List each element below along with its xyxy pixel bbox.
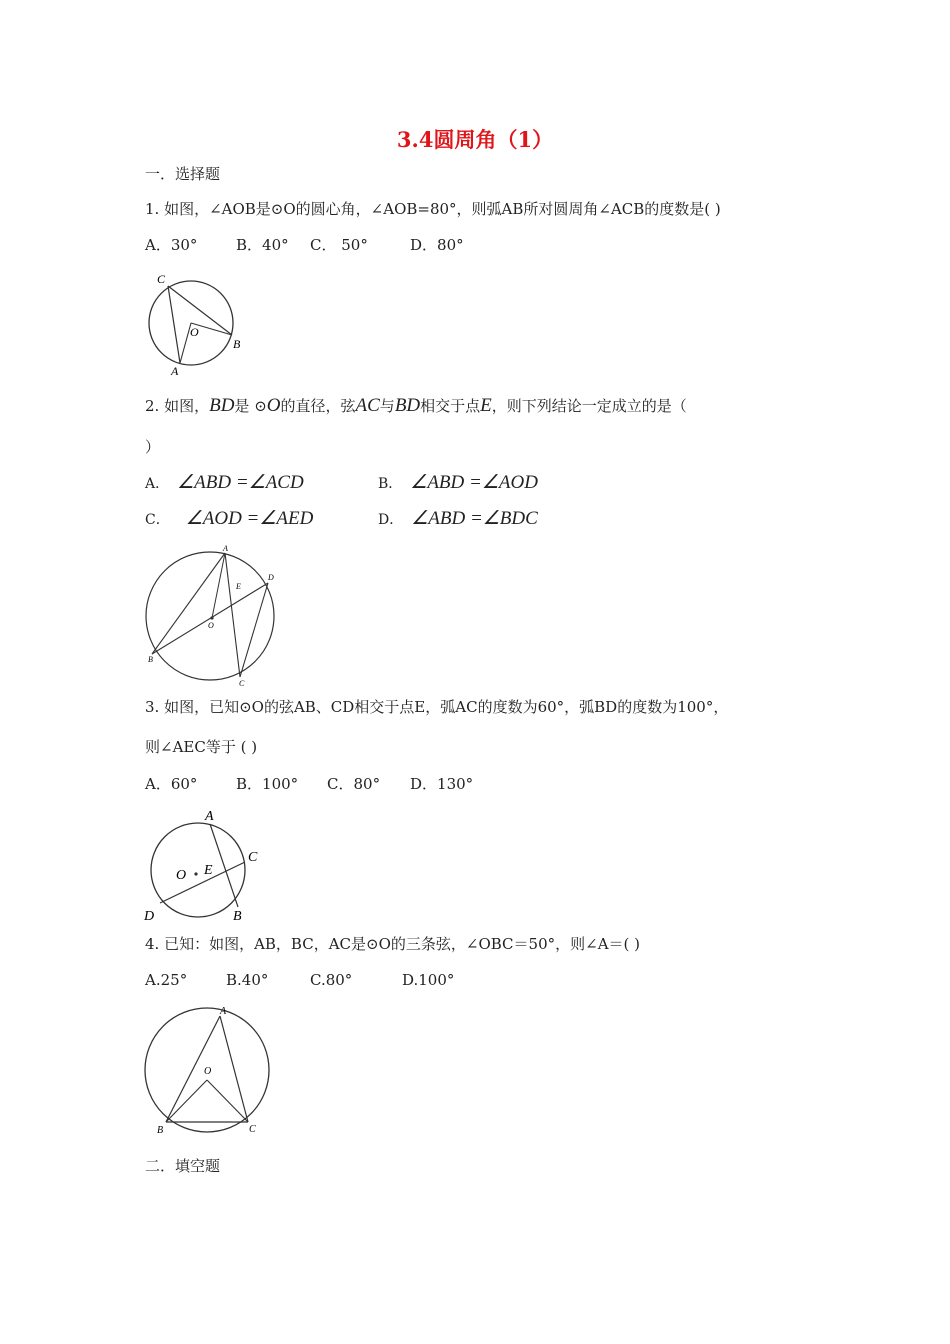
q2-option-c: C． ∠AOD =∠AED xyxy=(145,508,314,529)
q2-label-o: O xyxy=(208,621,214,630)
q2-label-c: C xyxy=(239,679,245,688)
q2-label-a: A xyxy=(223,544,228,553)
q2-stem: 2. 如图，BD是 ⊙O的直径，弦AC与BD相交于点E，则下列结论一定成立的是（ xyxy=(145,395,687,416)
section-heading-fill: 二．填空题 xyxy=(145,1157,221,1175)
q2-option-b: B． ∠ABD =∠AOD xyxy=(378,472,538,493)
q2-option-d: D． ∠ABD =∠BDC xyxy=(378,508,538,529)
q4-option-b: B.40° xyxy=(226,971,269,989)
q1-option-a: A．30° xyxy=(145,236,198,254)
q4-option-a: A.25° xyxy=(145,971,188,989)
q4-figure xyxy=(140,1002,275,1140)
q3-figure xyxy=(140,804,270,924)
q2-label-e: E xyxy=(236,582,241,591)
page-title: 3.4圆周角（1） xyxy=(396,127,554,152)
q3-stem: 3. 如图，已知⊙O的弦AB、CD相交于点E，弧AC的度数为60°，弧BD的度数为100°， xyxy=(145,698,729,716)
q3-label-o: O xyxy=(176,868,187,883)
q3-label-c: C xyxy=(248,850,258,865)
q2-stem-close: ） xyxy=(145,438,161,456)
q4-option-d: D.100° xyxy=(402,971,455,989)
q1-label-b: B xyxy=(233,337,241,351)
q2-label-d: D xyxy=(268,573,274,582)
q1-option-b: B．40° xyxy=(236,236,289,254)
q3-label-a: A xyxy=(205,809,214,824)
q3-label-b: B xyxy=(233,909,242,924)
q1-stem: 1. 如图，∠AOB是⊙O的圆心角，∠AOB=80°，则弧AB所对圆周角∠ACB的度数是( ) xyxy=(145,200,721,218)
q3-option-c: C．80° xyxy=(327,775,381,793)
q1-label-o: O xyxy=(190,325,199,339)
q1-label-a: A xyxy=(171,364,179,378)
q3-option-d: D．130° xyxy=(410,775,474,793)
q3-stem-line2: 则∠AEC等于 ( ) xyxy=(145,738,258,756)
q1-label-c: C xyxy=(157,272,166,286)
q3-label-d: D xyxy=(144,909,155,924)
q4-label-c: C xyxy=(249,1124,256,1135)
q4-stem: 4. 已知：如图，AB，BC，AC是⊙O的三条弦，∠OBC＝50°，则∠A＝( ) xyxy=(145,935,640,953)
q4-label-a: A xyxy=(220,1006,227,1017)
q2-figure xyxy=(140,540,285,688)
q2-label-b: B xyxy=(148,655,153,664)
q3-option-a: A．60° xyxy=(145,775,198,793)
q4-option-c: C.80° xyxy=(310,971,353,989)
q4-label-o: O xyxy=(204,1066,212,1077)
q1-option-c: C． 50° xyxy=(310,236,368,254)
q2-option-a: A． ∠ABD =∠ACD xyxy=(145,472,304,493)
q3-option-b: B．100° xyxy=(236,775,299,793)
q3-label-e: E xyxy=(204,863,213,878)
q4-label-b: B xyxy=(157,1125,164,1136)
q1-figure xyxy=(140,268,250,378)
section-heading-choice: 一．选择题 xyxy=(145,165,221,183)
q1-option-d: D．80° xyxy=(410,236,464,254)
